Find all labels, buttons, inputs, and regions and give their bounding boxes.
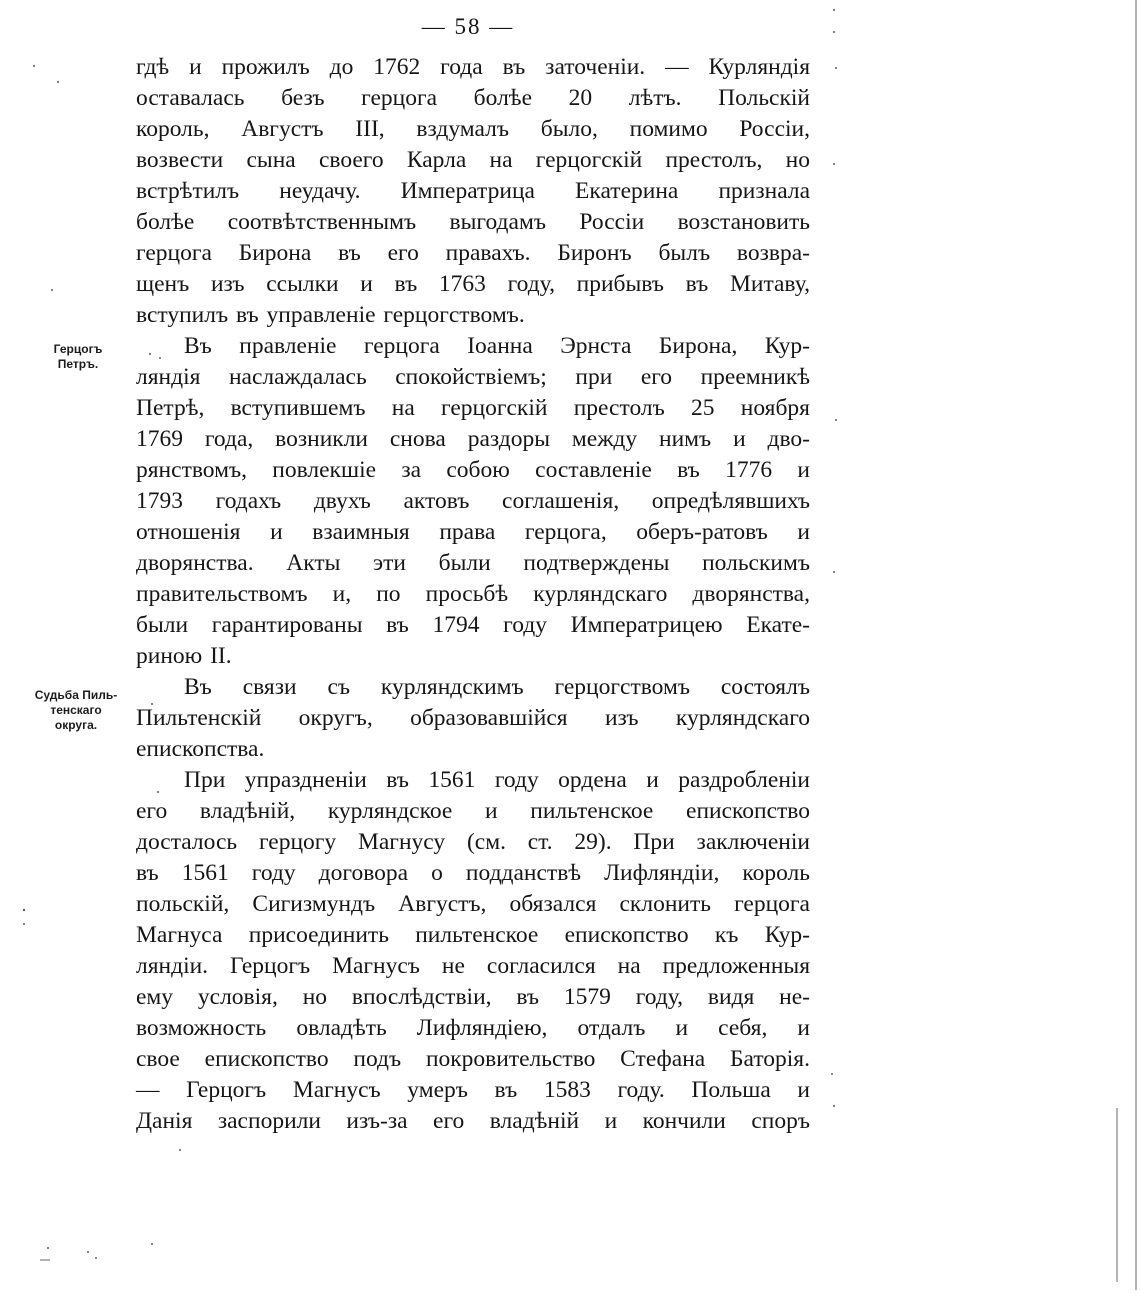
text-line: При упраздненіи въ 1561 году ордена и раздробленіи [184, 767, 810, 793]
text-line: его владѣній, курляндское и пильтенское епископство [136, 798, 810, 824]
text-line: Въ связи съ курляндскимъ герцогствомъ состоялъ [184, 674, 810, 700]
text-line: ему условія, но впослѣдствіи, въ 1579 году, видя не- [136, 984, 810, 1010]
text-line: ляндія наслаждалась спокойствіемъ; при его преемникѣ [136, 364, 810, 390]
text-line: гдѣ и прожилъ до 1762 года въ заточеніи. — Курляндія [136, 54, 810, 80]
text-line: Пильтенскій округъ, образовавшійся изъ курляндскаго [136, 705, 810, 731]
text-line: встрѣтилъ неудачу. Императрица Екатерина признала [136, 178, 810, 204]
text-line: возвести сына своего Карла на герцогскій престолъ, но [136, 147, 810, 173]
text-line: король, Августъ III, вздумалъ было, помимо Россіи, [136, 116, 810, 142]
text-line: польскій, Сигизмундъ Августъ, обязался склонить герцога [136, 891, 810, 917]
text-line: отношенія и взаимныя права герцога, оберъ-ратовъ и [136, 519, 810, 545]
text-line: правительствомъ и, по просьбѣ курляндскаго дворянства, [136, 581, 810, 607]
text-line: — Герцогъ Магнусъ умеръ въ 1583 году. Польша и [136, 1077, 810, 1103]
text-line: риною II. [136, 643, 232, 669]
text-line: свое епископство подъ покровительство Стефана Баторія. [136, 1046, 810, 1072]
text-line: вступилъ въ управленіе герцогствомъ. [136, 302, 525, 328]
text-line: Петрѣ, вступившемъ на герцогскій престолъ 25 ноября [136, 395, 810, 421]
margin-note-line: Герцогъ [53, 342, 103, 356]
text-line: епископства. [136, 736, 265, 762]
text-line: досталось герцогу Магнусу (см. ст. 29). При заключеніи [136, 829, 810, 855]
text-line: герцога Бирона въ его правахъ. Биронъ былъ возвра- [136, 240, 810, 266]
text-line: ляндіи. Герцогъ Магнусъ не согласился на предложенныя [136, 953, 810, 979]
text-line: болѣе соотвѣтственнымъ выгодамъ Россіи возстановить [136, 209, 810, 235]
margin-note-line: Петръ. [57, 357, 99, 371]
text-line: въ 1561 году договора о подданствѣ Лифляндіи, король [136, 860, 810, 886]
page-number: — 58 — [421, 14, 515, 39]
margin-note-line: округа. [54, 718, 98, 732]
text-line: рянствомъ, повлекшіе за собою составленіе въ 1776 и [136, 457, 810, 483]
text-line: 1769 года, возникли снова раздоры между нимъ и дво- [136, 426, 810, 452]
text-line: Въ правленіе герцога Іоанна Эрнста Бирона, Кур- [184, 333, 810, 359]
text-line: щенъ изъ ссылки и въ 1763 году, прибывъ въ Митаву, [136, 271, 810, 297]
text-line: были гарантированы въ 1794 году Императрицею Екате- [136, 612, 810, 638]
margin-note-line: Судьба Пиль- [34, 688, 118, 702]
text-line: оставалась безъ герцога болѣе 20 лѣтъ. Польскій [136, 85, 810, 111]
text-line: возможность овладѣть Лифляндіею, отдалъ и себя, и [136, 1015, 810, 1041]
text-line: Данія заспорили изъ-за его владѣній и кончили споръ [136, 1108, 810, 1134]
text-line: 1793 годахъ двухъ актовъ соглашенія, опредѣлявшихъ [136, 488, 810, 514]
text-line: дворянства. Акты эти были подтверждены польскимъ [136, 550, 810, 576]
margin-note-line: тенскаго [50, 703, 102, 717]
text-line: Магнуса присоединить пильтенское епископство къ Кур- [136, 922, 810, 948]
